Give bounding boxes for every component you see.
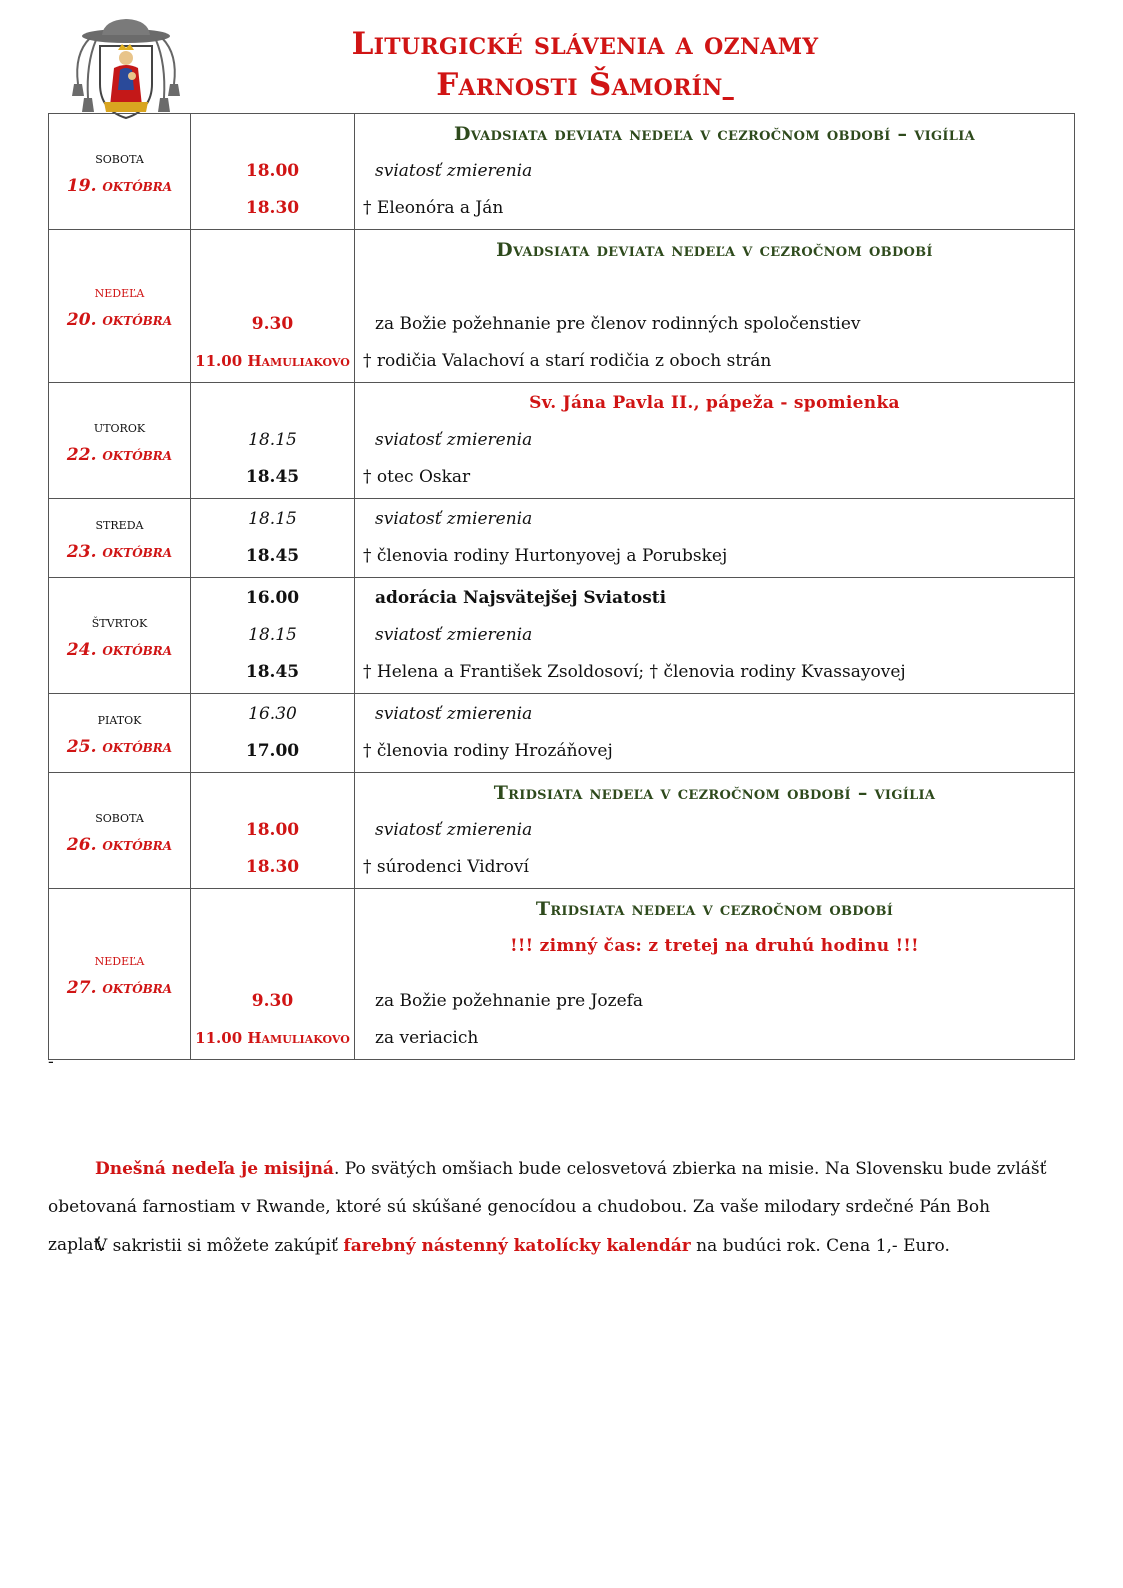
day-name: utorok (93, 417, 146, 436)
schedule-row (49, 889, 1075, 1060)
intention-cell (355, 114, 1075, 230)
mass-time: 9.30 (251, 991, 294, 1011)
mass-time: 16.00 (245, 588, 300, 608)
dash-separator: - (48, 1052, 54, 1072)
day-cell (49, 230, 191, 383)
highlight-heading: !!! zimný čas: z tretej na druhú hodinu !!! (510, 936, 919, 956)
parish-coat-of-arms-logo (62, 14, 190, 124)
time-cell (191, 578, 355, 694)
confession-note: sviatosť zmierenia (375, 820, 533, 840)
calendar-text-post: na budúci rok. Cena 1,- Euro. (690, 1236, 950, 1256)
day-date: 23. októbra (66, 542, 173, 562)
mass-time: 16.30 (248, 704, 297, 724)
time-cell (191, 114, 355, 230)
mass-intention: † Eleonóra a Ján (363, 198, 504, 218)
time-spacer (191, 928, 354, 965)
time-spacer (191, 385, 354, 422)
mass-time: 18.15 (248, 509, 297, 529)
highlight-heading: Sv. Jána Pavla II., pápeža - spomienka (529, 393, 900, 413)
confession-note: sviatosť zmierenia (375, 430, 533, 450)
mass-time: 18.00 (245, 161, 300, 181)
day-cell (49, 694, 191, 773)
intention-cell (355, 773, 1075, 889)
mass-time: 18.00 (245, 820, 300, 840)
schedule-row (49, 114, 1075, 230)
liturgical-day-heading: Tridsiata nedeľa v cezročnom období (535, 898, 894, 920)
mass-intention: † Helena a František Zsoldosoví; † členovia rodiny Kvassayovej (363, 662, 906, 682)
confession-note: sviatosť zmierenia (375, 161, 533, 181)
time-spacer (191, 232, 354, 269)
day-name: sobota (95, 148, 144, 167)
mass-time: 18.45 (245, 546, 300, 566)
mass-intention: † členovia rodiny Hurtonyovej a Porubskej (363, 546, 728, 566)
mass-time: 18.30 (245, 857, 300, 877)
text-spacer (355, 269, 1074, 306)
liturgical-day-heading: Dvadsiata deviata nedeľa v cezročnom období (496, 239, 933, 261)
calendar-highlight: farebný nástenný katolícky kalendár (343, 1236, 691, 1256)
mass-time: 11.00 Hamuliakovo (195, 352, 350, 370)
day-cell (49, 578, 191, 694)
mass-intention: † členovia rodiny Hrozáňovej (363, 741, 613, 761)
mass-time: 18.30 (245, 198, 300, 218)
day-date: 26. októbra (66, 834, 173, 855)
time-cell (191, 230, 355, 383)
title-line-2: Farnosti Šamorín (436, 67, 723, 103)
day-date: 25. októbra (66, 737, 173, 757)
announcement-calendar (48, 1227, 1048, 1265)
calendar-text-pre: V sakristii si môžete zakúpiť (95, 1236, 344, 1256)
intention-cell (355, 383, 1075, 499)
time-cell (191, 773, 355, 889)
time-cell (191, 383, 355, 499)
day-cell (49, 499, 191, 578)
mass-intention: za veriacich (375, 1028, 479, 1048)
schedule-row (49, 578, 1075, 694)
mass-time: 11.00 Hamuliakovo (195, 1029, 350, 1047)
day-name: nedeľa (94, 283, 145, 301)
day-cell (49, 773, 191, 889)
mass-time: 18.15 (248, 625, 297, 645)
day-cell (49, 383, 191, 499)
schedule-row (49, 694, 1075, 773)
mass-time: 18.15 (248, 430, 297, 450)
day-cell (49, 114, 191, 230)
day-name: nedeľa (94, 951, 145, 969)
time-spacer (191, 269, 354, 306)
confession-note: sviatosť zmierenia (375, 625, 533, 645)
mass-intention: za Božie požehnanie pre Jozefa (375, 991, 644, 1011)
intention-cell (355, 230, 1075, 383)
adoration-note: adorácia Najsvätejšej Sviatosti (375, 588, 667, 608)
schedule-table (48, 113, 1075, 1060)
mass-intention: † otec Oskar (363, 467, 471, 487)
day-date: 27. októbra (66, 978, 173, 998)
day-date: 22. októbra (66, 444, 173, 465)
intention-cell (355, 889, 1075, 1060)
liturgical-day-heading: Tridsiata nedeľa v cezročnom období – vigília (493, 782, 936, 804)
mission-sunday-highlight: Dnešná nedeľa je misijná (95, 1159, 334, 1179)
time-cell (191, 889, 355, 1060)
intention-cell (355, 578, 1075, 694)
day-name: piatok (97, 710, 142, 728)
mass-intention: za Božie požehnanie pre členov rodinných spoločenstiev (375, 314, 861, 334)
mass-intention: † súrodenci Vidroví (363, 857, 529, 877)
text-spacer (355, 965, 1074, 983)
title-line-1: Liturgické slávenia a oznamy (351, 26, 819, 62)
day-name: štvrtok (91, 612, 148, 631)
mass-time: 17.00 (245, 741, 300, 761)
mission-text: . Po svätých omšiach bude celosvetová zbierka na misie. Na Slovensku bude zvlášť (333, 1159, 1047, 1179)
day-name: sobota (95, 807, 144, 826)
mass-time: 18.45 (245, 467, 300, 487)
confession-note: sviatosť zmierenia (375, 704, 533, 724)
day-date: 24. októbra (66, 639, 173, 660)
intention-cell (355, 499, 1075, 578)
time-spacer (191, 965, 354, 983)
time-cell (191, 499, 355, 578)
time-spacer (191, 891, 354, 928)
mass-time: 9.30 (251, 314, 294, 334)
mass-time: 18.45 (245, 662, 300, 682)
schedule-row (49, 230, 1075, 383)
intention-cell (355, 694, 1075, 773)
liturgical-day-heading: Dvadsiata deviata nedeľa v cezročnom období – vigília (453, 123, 976, 145)
mission-text-line2: obetovaná farnostiam v Rwande, ktoré sú skúšané genocídou a chudobou. Za vaše milodary srdečné Pán Boh zaplať. (48, 1197, 991, 1255)
day-date: 20. októbra (66, 310, 173, 330)
document-title (230, 24, 940, 106)
time-spacer (191, 775, 354, 812)
day-cell (49, 889, 191, 1060)
day-name: streda (95, 515, 144, 533)
schedule-row (49, 499, 1075, 578)
schedule-row (49, 383, 1075, 499)
confession-note: sviatosť zmierenia (375, 509, 533, 529)
mass-intention: † rodičia Valachoví a starí rodičia z oboch strán (363, 351, 772, 371)
time-cell (191, 694, 355, 773)
day-date: 19. októbra (66, 175, 173, 196)
time-spacer (191, 116, 354, 153)
schedule-row (49, 773, 1075, 889)
